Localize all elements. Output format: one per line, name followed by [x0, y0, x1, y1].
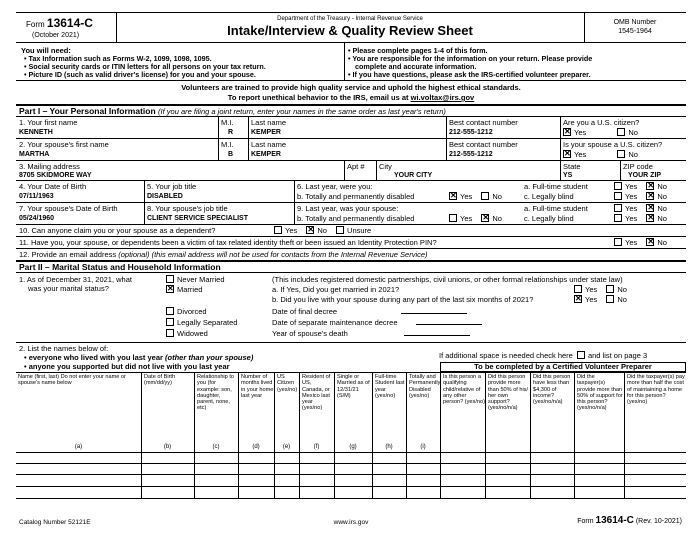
part1-title: Part I – Your Personal Information (If you are filing a joint return, enter your names in the same order as last year's return) — [19, 106, 446, 116]
identity-theft-yes-option[interactable]: Yes — [614, 238, 637, 247]
column-header: Did the taxpayer(s) provide more than 50% of support for this person? (yes/no/n/a) — [577, 374, 623, 412]
spouse-phone-field[interactable]: 212-555-1212 — [449, 151, 493, 158]
never-married-option[interactable]: Never Married — [166, 275, 225, 284]
spouse-disabled-yes-option[interactable]: Yes — [449, 214, 472, 223]
last-name-field[interactable]: KEMPER — [251, 129, 281, 136]
column-header: Totally and Permanently Disabled (yes/no) — [409, 374, 441, 399]
citizen-yes-option[interactable]: ✕Yes — [563, 128, 586, 137]
column-header: Resident of US, Canada, or Mexico last year (yes/no) — [302, 374, 331, 412]
mi-field[interactable]: R — [228, 129, 234, 136]
notes-item: complete and accurate information. — [355, 62, 477, 71]
column-header: Did this person provide more than 50% of his/ her own support? (yes/no/n/a) — [488, 374, 529, 412]
column-header: Did the taxpayer(s) pay more than half the cost of maintaining a home for this person? (yes/no) — [627, 374, 685, 406]
ethics-notice: Volunteers are trained to provide high quality service and uphold the highest ethical standards. — [181, 83, 521, 92]
job-title-field[interactable]: DISABLED — [147, 193, 183, 200]
phone-field[interactable]: 212-555-1212 — [449, 129, 493, 136]
department: Department of the Treasury - Internal Revenue Service — [277, 16, 423, 22]
part2-title: Part II – Marital Status and Household Information — [19, 262, 221, 272]
spouse-citizen-yes-option[interactable]: ✕Yes — [563, 150, 586, 159]
first-name-field[interactable]: KENNETH — [19, 129, 53, 136]
form-id: Form 13614-C — [26, 16, 93, 30]
page-title: Intake/Interview & Quality Review Sheet — [227, 23, 473, 38]
notes-item: • You are responsible for the information on your return. Please provide — [348, 54, 593, 63]
address-field[interactable]: 8705 SKIDMORE WAY — [19, 172, 92, 179]
column-header: Name (first, last) Do not enter your name or spouse's name below — [18, 374, 126, 387]
column-header: Single or Married as of 12/31/21 (S/M) — [337, 374, 370, 399]
spouse-blind-yes-option[interactable]: Yes — [614, 214, 637, 223]
column-letter: (g) — [349, 444, 357, 450]
column-header: Number of months lived in your home last year — [241, 374, 274, 399]
spouse-dob-field[interactable]: 05/24/1960 — [19, 215, 55, 222]
spouse-last-name-field[interactable]: KEMPER — [251, 151, 281, 158]
spouse-disabled-no-option[interactable]: ✕ No — [481, 214, 502, 223]
column-letter: (a) — [74, 444, 83, 450]
student-no-option[interactable]: ✕ No — [646, 182, 667, 191]
column-header: Full-time Student last year (yes/no) — [375, 374, 405, 399]
column-letter: (f) — [313, 444, 320, 450]
blind-no-option[interactable]: ✕ No — [646, 192, 667, 201]
city-field[interactable]: YOUR CITY — [394, 172, 433, 179]
spouse-mi-field[interactable]: B — [228, 151, 234, 158]
divorce-date-field[interactable]: Date of final decree — [272, 307, 467, 316]
column-letter: (e) — [282, 444, 291, 450]
table-row[interactable] — [16, 474, 686, 475]
omb-number: 1545-1964 — [618, 28, 652, 35]
spouse-first-name-field[interactable]: MARTHA — [19, 151, 50, 158]
dependent-no-option[interactable]: ✕ No — [306, 226, 327, 235]
dob-field[interactable]: 07/11/1963 — [19, 193, 54, 200]
married-option[interactable]: ✕Married — [166, 285, 202, 294]
citizen-options — [563, 128, 645, 137]
student-yes-option[interactable]: Yes — [614, 182, 637, 191]
notes-item: • If you have questions, please ask the IRS-certified volunteer preparer. — [348, 70, 591, 79]
spouse-death-year-field[interactable]: Year of spouse's death — [272, 329, 470, 338]
table-row[interactable] — [16, 498, 686, 499]
table-row[interactable] — [16, 486, 686, 487]
q11-label: 11. Have you, your spouse, or dependents been a victim of tax related identity theft or been issued an Identity Protection PIN? — [19, 238, 437, 247]
citizen-no-option[interactable]: No — [617, 128, 638, 137]
zip-field[interactable]: YOUR ZIP — [628, 172, 662, 179]
report-email-link[interactable]: wi.voltax@irs.gov — [410, 93, 475, 102]
spouse-student-yes-option[interactable]: Yes — [614, 204, 637, 213]
footer-form-id: Form 13614-C (Rev. 10-2021) — [577, 515, 682, 526]
catalog-number: Catalog Number 52121E — [19, 519, 91, 526]
report-notice: To report unethical behavior to the IRS, email us at wi.voltax@irs.gov — [227, 93, 475, 102]
divorced-option[interactable]: Divorced — [166, 307, 207, 316]
married-2021-yes-option[interactable]: Yes — [574, 285, 597, 294]
lived-with-spouse-yes-option[interactable]: ✕ Yes — [574, 295, 597, 304]
widowed-option[interactable]: Widowed — [166, 329, 208, 338]
column-letter: (h) — [385, 444, 393, 450]
notes-item: • Please complete pages 1-4 of this form. — [348, 46, 488, 55]
column-header: Is this person a qualifying child/relative of any other person? (yes/no) — [443, 374, 485, 406]
identity-theft-no-option[interactable]: ✕ No — [646, 238, 667, 247]
dependent-unsure-option[interactable]: Unsure — [336, 226, 371, 235]
website: www.irs.gov — [333, 519, 369, 526]
needs-heading: You will need: — [21, 46, 71, 55]
column-header: Did this person have less than $4,300 of income? (yes/no/n/a) — [533, 374, 571, 406]
column-header: US Citizen (yes/no) — [277, 374, 298, 393]
needs-item: • Tax Information such as Forms W-2, 1099, 1098, 1095. — [24, 54, 212, 63]
apt-field[interactable]: Apt # — [347, 162, 365, 171]
disabled-no-option[interactable]: No — [481, 192, 502, 201]
marital-note: (This includes registered domestic partnerships, civil unions, or other formal relationships under state law) — [272, 275, 623, 284]
form-13614c: Form 13614-C (October 2021) Department of the Treasury - Internal Revenue Service Intake/Interview & Quality Review Sheet OMB Number 1545-1964 You will need: • Tax Information such as Forms W-2, 1099, 1098, 1095. • Social security cards or ITIN letters for all persons on your tax return. • Picture ID (such as valid driver's license) for you and your spouse. • Please complete pages 1-4 of this form. • You are responsible for the information on your return. Please provide complete and accurate information. • If you have questions, please ask the IRS-certified volunteer preparer. Volunteers are trained to provide high quality service and uphold the highest ethical standards. To report unethical behavior to the IRS, email us at wi.voltax@irs.gov Part I – Your Personal Information (If you are filing a joint return, enter your names in the same order as last year's return) 1. Your first name KENNETH M.I. R Last name KEMPER Best contact number 212-555-1212 Are you a U.S. citizen? ✕Yes No 2. Your spouse's first name MARTHA M.I. B Last name KEMPER Best contact number 212-555-1212 Is your spouse a U.S. citizen? ✕Yes No 3. Mailing address 8705 SKIDMORE WAY Apt # City YOUR CITY State YS ZIP code YOUR ZIP 4. Your Date of Birth 07/11/1963 5. Your job title DISABLED 6. Last year, were you: b. Totally and permanently disabled ✕ Yes No a. Full-time student c. Legally blind Yes ✕ No Yes ✕ No 7. Your spouse's Date of Birth 05/24/1960 8. Your spouse's job title CLIENT SERVICE SPECIALIST 9. Last year, was your spouse: b. Totally and permanently disabled Yes ✕ No a. Full-time student c. Legally blind Yes ✕ No Yes ✕ No 10. Can anyone claim you or your spouse as a dependent? Yes ✕ No Unsure 11. Have you, your spouse, or dependents been a victim of tax related identity theft or been issued an Identity Protection PIN? Yes ✕ No 12. Provide an email address (optional) (this email address will not be used for contacts from the Internal Revenue Service) Part II – Marital Status and Household Information 1. As of December 31, 2021, what was your marital status? Never Married ✕Married (This includes registered domestic partnerships, civil unions, or other formal relationships under state law) a. If Yes, Did you get married in 2021? Yes No b. Did you live with your spouse during any part of the last six months of 2021? ✕ Yes No Divorced Date of final decree Legally Separated Date of separate maintenance decree Widowed Year of spouse's death 2. List the names below of: • everyone who lived with you last year (other than your spouse) • anyone you supported but did not live with you last year If additional space is needed check here and list on page 3 To be completed by a Certified Volunteer Preparer Name (first, last) Do not enter your name or spouse's name below Date of Birth (mm/dd/yy) Relationship to you (for example: son, daughter, parent, none, etc) Number of months lived in your home last year US Citizen (yes/no) Resident of US, Canada, or Mexico last year (yes/no) Single or Married as of 12/31/21 (S/M) Full-time Student last year (yes/no) Totally and Permanently Disabled (yes/no) Is this person a qualifying child/relative of any other person? (yes/no) Did this person provide more than 50% of his/ her own support? (yes/no/n/a) Did this person have less than $4,300 of income? (yes/no/n/a) Did the taxpayer(s) provide more than 50% of support for this person? (yes/no/n/a) Did the taxpayer(s) pay more than half the cost of maintaining a home for this person? (yes/no) (a) (b) (c) (d) (e) (f) (g) (h) (i) Catalog Number 52121E www.irs.gov Form 13614-C (Rev. 10-2021) — [16, 12, 686, 528]
spouse-student-no-option[interactable]: ✕ No — [646, 204, 667, 213]
q10-label: 10. Can anyone claim you or your spouse as a dependent? — [19, 226, 216, 235]
married-2021-no-option[interactable]: No — [606, 285, 627, 294]
needs-item: • Social security cards or ITIN letters for all persons on your tax return. — [24, 62, 266, 71]
blind-yes-option[interactable]: Yes — [614, 192, 637, 201]
spouse-citizen-no-option[interactable]: No — [617, 150, 638, 159]
needs-item: • Picture ID (such as valid driver's license) for you and your spouse. — [24, 70, 256, 79]
table-row[interactable] — [16, 463, 686, 464]
additional-space-check[interactable]: If additional space is needed check here and list on page 3 — [439, 351, 648, 360]
spouse-job-title-field[interactable]: CLIENT SERVICE SPECIALIST — [147, 215, 248, 222]
column-letter: (c) — [212, 444, 220, 450]
lived-with-spouse-no-option[interactable]: No — [606, 295, 627, 304]
dependent-yes-option[interactable]: Yes — [274, 226, 297, 235]
form-date: (October 2021) — [32, 32, 80, 39]
column-letter: (i) — [420, 444, 426, 450]
column-letter: (d) — [252, 444, 260, 450]
omb-label: OMB Number — [613, 19, 657, 26]
email-field[interactable]: 12. Provide an email address (optional) (this email address will not be used for contacts from the Internal Revenue Service) — [19, 250, 428, 259]
volunteer-header: To be completed by a Certified Volunteer Preparer — [440, 362, 686, 372]
separated-option[interactable]: Legally Separated — [166, 318, 237, 327]
first-name-label: 1. Your first name — [19, 118, 78, 127]
spouse-blind-no-option[interactable]: ✕ No — [646, 214, 667, 223]
disabled-yes-option[interactable]: ✕ Yes — [449, 192, 472, 201]
column-header: Relationship to you (for example: son, daughter, parent, none, etc) — [197, 374, 235, 412]
column-letter: (b) — [163, 444, 172, 450]
separation-date-field[interactable]: Date of separate maintenance decree — [272, 318, 482, 327]
column-header: Date of Birth (mm/dd/yy) — [144, 374, 176, 387]
state-field[interactable]: YS — [563, 172, 573, 179]
